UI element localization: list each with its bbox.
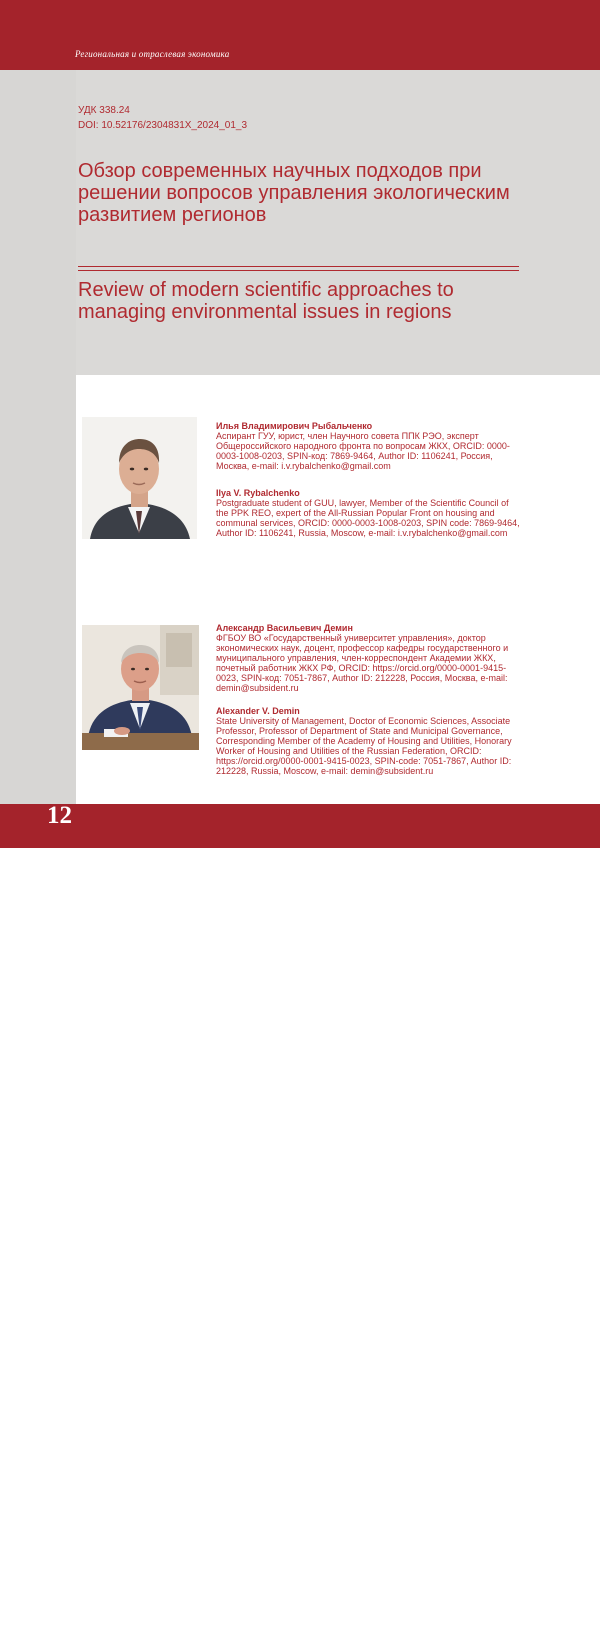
author-1-info-ru [216, 421, 522, 471]
doi-code: DOI: 10.52176/2304831X_2024_01_3 [78, 120, 248, 131]
page-number: 12 [47, 802, 72, 829]
article-title-ru: Обзор современных научных подходов при решении вопросов управления экологическим развитием регионов [78, 160, 510, 226]
title-divider-line [78, 266, 519, 267]
author-photo-demin [82, 625, 199, 750]
title-divider-line [78, 270, 519, 271]
author-1-name-ru: Илья Владимирович Рыбальченко [216, 421, 373, 431]
author-2-info-ru [216, 623, 522, 693]
left-gray-band [0, 70, 76, 804]
author-2-name-ru: Александр Васильевич Демин [216, 623, 353, 633]
author-2-bio-en: State University of Management, Doctor of Economic Sciences, Associate Professor, Professor of Department of State and Municipal Governance, Corresponding Member of the Academy of Housing and Utilities, Honorary Worker of Housing and Utilities of the Russian Federation, ORCID: https://orcid.org/0000-0001-9415-0023, SPIN-code: 7051-7867, Author ID: 212228, Russia, Moscow, e-mail: demin@subsident.ru [216, 716, 512, 776]
author-1-name-en: Ilya V. Rybalchenko [216, 488, 300, 498]
footer-bar [0, 804, 600, 1642]
article-title-en: Review of modern scientific approaches to managing environmental issues in regions [78, 279, 454, 323]
copyright-line: © Рыбальченко И. В., Демин А. В., 2024 [75, 1618, 226, 1628]
author-1-info-en [216, 488, 522, 538]
author-photo-rybalchenko [82, 417, 197, 539]
udk-code: УДК 338.24 [78, 105, 130, 116]
author-2-bio-ru: ФГБОУ ВО «Государственный университет управления», доктор экономических наук, доцент, профессор кафедры государственного и муниципального управления, член-корреспондент Академии ЖКХ, почетный работник ЖКХ РФ, ORCID: https://orcid.org/0000-0001-9415-0023, SPIN-код: 7051-7867, Author ID: 212228, Россия, Москва, e-mail: demin@subsident.ru [216, 633, 509, 693]
header-bar [0, 0, 600, 70]
journal-section-label: Региональная и отраслевая экономика [75, 49, 230, 59]
author-1-bio-ru: Аспирант ГУУ, юрист, член Научного совета ППК РЭО, эксперт Общероссийского народного фронта по вопросам ЖКХ, ORCID: 0000-0003-1008-0203, SPIN-код: 7869-9464, Author ID: 1106241, Россия, Москва, e-mail: i.v.rybalchenko@gmail.com [216, 431, 510, 471]
author-2-name-en: Alexander V. Demin [216, 706, 300, 716]
citation-line: Муниципальная академия, 2024, № 1, с. 12–23. [75, 1632, 253, 1642]
author-2-info-en [216, 706, 522, 776]
author-1-bio-en: Postgraduate student of GUU, lawyer, Member of the Scientific Council of the PPK REO, expert of the All-Russian Popular Front on housing and communal services, ORCID: 0000-0003-1008-0203, SPIN code: 7869-9464, Author ID: 1106241, Russia, Moscow, e-mail: i.v.rybalchenko@gmail.com [216, 498, 520, 538]
